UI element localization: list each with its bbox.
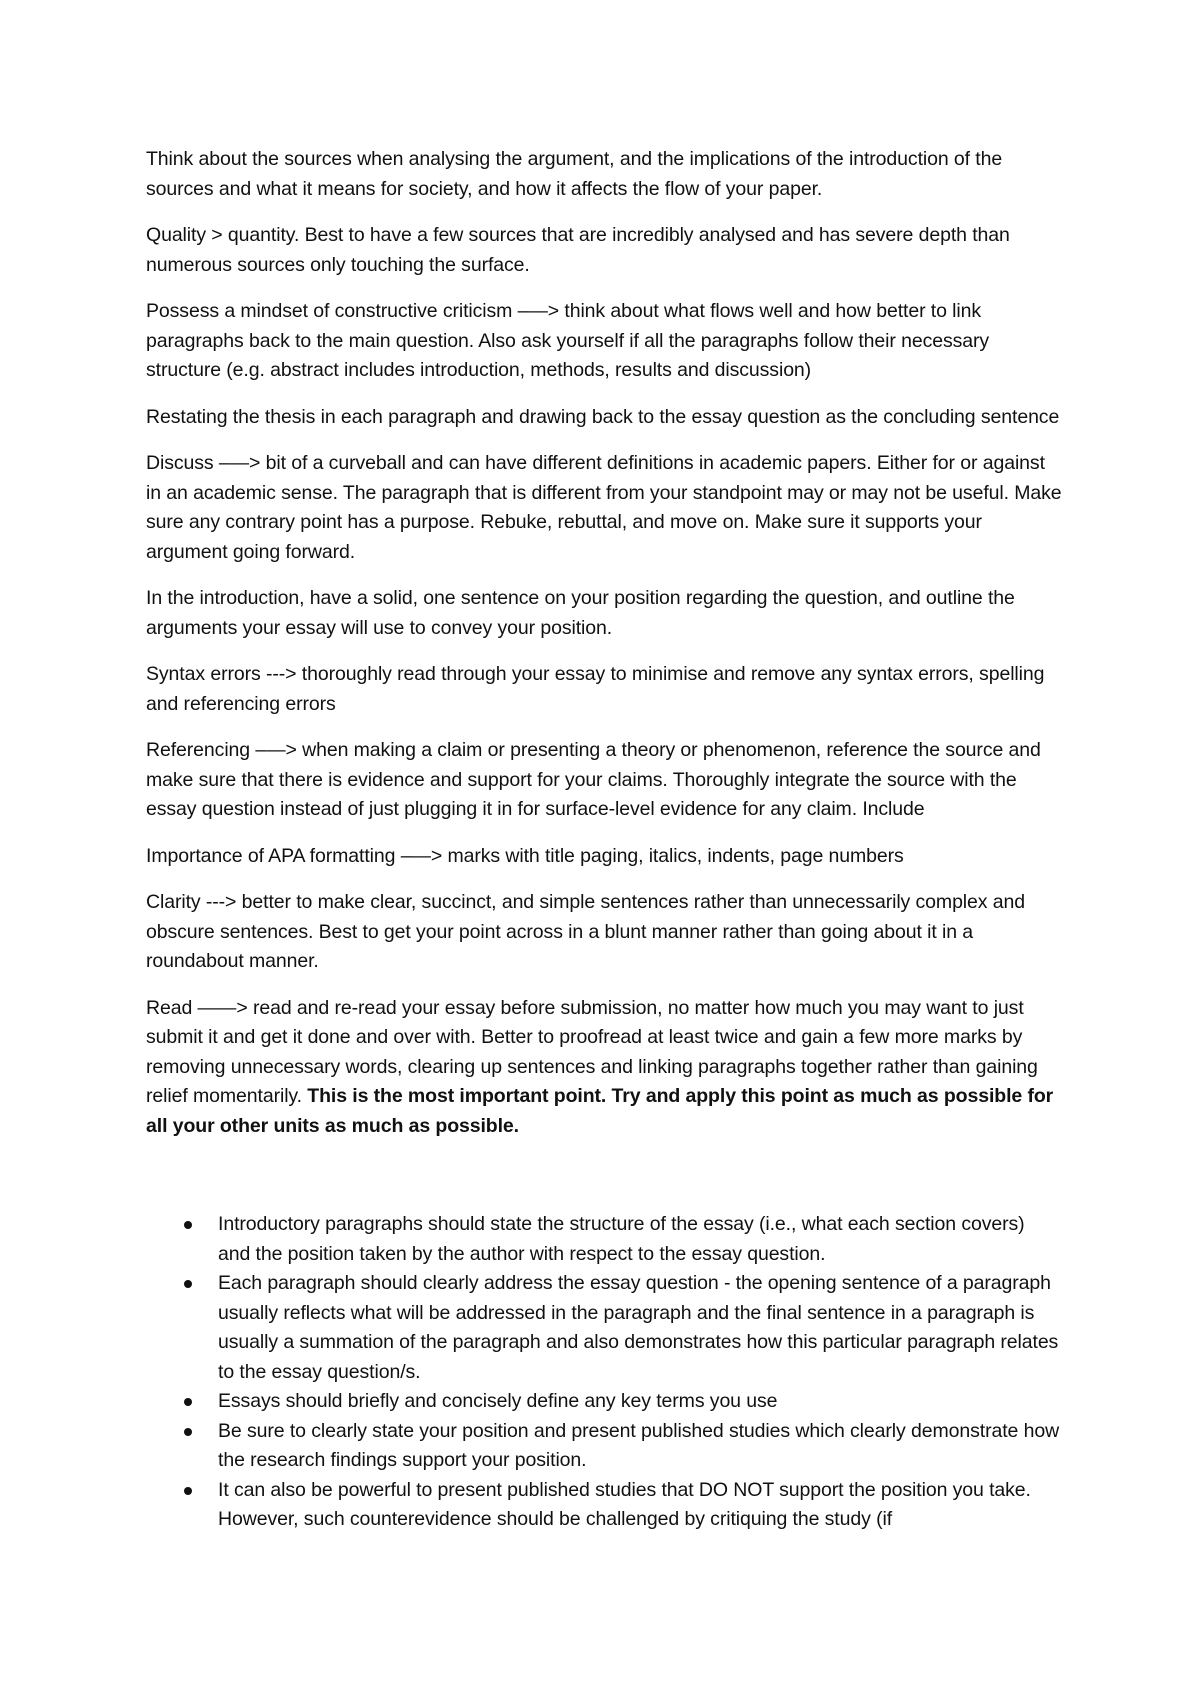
paragraph-clarity: Clarity ---> better to make clear, succinct, and simple sentences rather than unnecessarily complex and obscure sentences. Best to get your point across in a blunt manner rather than going about it in a roundabout manner. — [146, 891, 1025, 972]
bullet-icon — [184, 1428, 192, 1436]
bullet-item — [146, 1387, 1062, 1417]
tips-bullet-list — [146, 1210, 1062, 1535]
bullet-icon — [184, 1398, 192, 1406]
paragraph-introduction: In the introduction, have a solid, one sentence on your position regarding the question, and outline the arguments your essay will use to convey your position. — [146, 587, 1015, 639]
bullet-item — [146, 1269, 1062, 1387]
paragraph-restating-thesis: Restating the thesis in each paragraph and drawing back to the essay question as the concluding sentence — [146, 405, 1060, 428]
paragraph-apa-formatting: Importance of APA formatting –—> marks with title paging, italics, indents, page numbers — [146, 844, 904, 867]
paragraph-quality: Quality > quantity. Best to have a few sources that are incredibly analysed and has severe depth than numerous sources only touching the surface. — [146, 224, 1010, 276]
bullet-item — [146, 1210, 1062, 1269]
paragraph-syntax-errors: Syntax errors ---> thoroughly read through your essay to minimise and remove any syntax errors, spelling and referencing errors — [146, 663, 1045, 715]
paragraph-sources: Think about the sources when analysing the argument, and the implications of the introduction of the sources and what it means for society, and how it affects the flow of your paper. — [146, 148, 1003, 200]
paragraph-read — [146, 994, 1062, 1142]
blank-line — [146, 1158, 1062, 1210]
read-paragraph-bold-text: This is the most important point. Try and apply this point as much as possible for all your other units as much as possible. — [146, 1085, 1054, 1137]
paragraph-discuss: Discuss –—> bit of a curveball and can have different definitions in academic papers. Either for or against in an academic sense. The paragraph that is different from your standpoint may or may not be useful. Make sure any contrary point has a purpose. Rebuke, rebuttal, and move on. Make sure it supports your argument going forward. — [146, 452, 1062, 563]
paragraph-constructive-criticism: Possess a mindset of constructive criticism –—> think about what flows well and how better to link paragraphs back to the main question. Also ask yourself if all the paragraphs follow their necessary structure (e.g. abstract includes introduction, methods, results and discussion) — [146, 300, 990, 381]
bullet-text: Be sure to clearly state your position and present published studies which clearly demonstrate how the research findings support your position. — [218, 1419, 1060, 1471]
paragraph-referencing: Referencing –—> when making a claim or presenting a theory or phenomenon, reference the source and make sure that there is evidence and support for your claims. Thoroughly integrate the source with the essay question instead of just plugging it in for surface-level evidence for any claim. Include — [146, 739, 1041, 820]
bullet-text: It can also be powerful to present published studies that DO NOT support the position you take. However, such counterevidence should be challenged by critiquing the study (if — [218, 1478, 1031, 1530]
document-page — [146, 145, 1062, 1535]
bullet-item — [146, 1476, 1062, 1535]
bullet-icon — [184, 1221, 192, 1229]
bullet-text: Introductory paragraphs should state the structure of the essay (i.e., what each section covers) and the position taken by the author with respect to the essay question. — [218, 1213, 1025, 1265]
bullet-icon — [184, 1487, 192, 1495]
read-paragraph-text: Read ——> read and re-read your essay before submission, no matter how much you may want to just submit it and get it done and over with. Better to proofread at least twice and gain a few more marks by removing unnecessary words, clearing up sentences and linking paragraphs together rather than gaining relief momentarily. — [146, 996, 1038, 1107]
bullet-item — [146, 1417, 1062, 1476]
bullet-text: Essays should briefly and concisely define any key terms you use — [218, 1390, 778, 1412]
bullet-text: Each paragraph should clearly address the essay question - the opening sentence of a paragraph usually reflects what will be addressed in the paragraph and the final sentence in a paragraph is usually a summation of the paragraph and also demonstrates how this particular paragraph relates to the essay question/s. — [218, 1272, 1059, 1383]
bullet-icon — [184, 1280, 192, 1288]
